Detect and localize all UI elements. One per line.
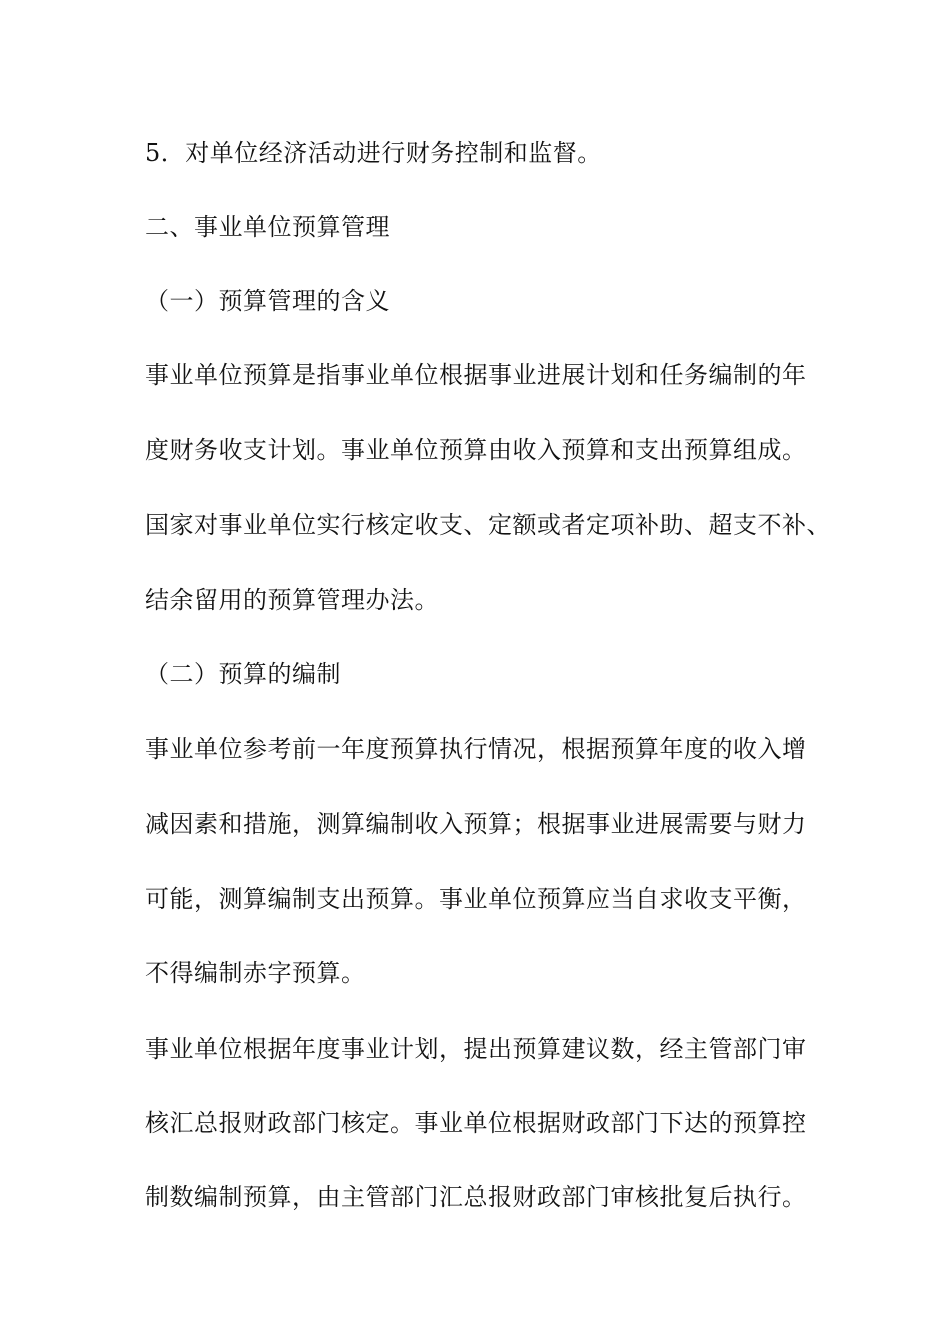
paragraph-line: 国家对事业单位实行核定收支、定额或者定项补助、超支不补、 bbox=[145, 511, 831, 539]
paragraph-line: 制数编制预算，由主管部门汇总报财政部门审核批复后执行。 bbox=[145, 1183, 807, 1211]
list-item-5: 5．对单位经济活动进行财务控制和监督。 bbox=[145, 139, 602, 167]
paragraph-line: 可能，测算编制支出预算。事业单位预算应当自求收支平衡， bbox=[145, 885, 807, 913]
paragraph-line: 不得编制赤字预算。 bbox=[145, 959, 366, 987]
section-heading-budget-management: 二、事业单位预算管理 bbox=[145, 213, 390, 241]
paragraph-line: 事业单位参考前一年度预算执行情况，根据预算年度的收入增 bbox=[145, 735, 807, 763]
paragraph-line: 事业单位根据年度事业计划，提出预算建议数，经主管部门审 bbox=[145, 1035, 807, 1063]
subsection-heading-meaning: （一）预算管理的含义 bbox=[145, 287, 390, 315]
paragraph-line: 结余留用的预算管理办法。 bbox=[145, 586, 439, 614]
subsection-heading-compilation: （二）预算的编制 bbox=[145, 660, 341, 688]
paragraph-line: 核汇总报财政部门核定。事业单位根据财政部门下达的预算控 bbox=[145, 1109, 807, 1137]
paragraph-line: 减因素和措施，测算编制收入预算；根据事业进展需要与财力 bbox=[145, 810, 807, 838]
paragraph-line: 事业单位预算是指事业单位根据事业进展计划和任务编制的年 bbox=[145, 361, 807, 389]
paragraph-line: 度财务收支计划。事业单位预算由收入预算和支出预算组成。 bbox=[145, 436, 807, 464]
